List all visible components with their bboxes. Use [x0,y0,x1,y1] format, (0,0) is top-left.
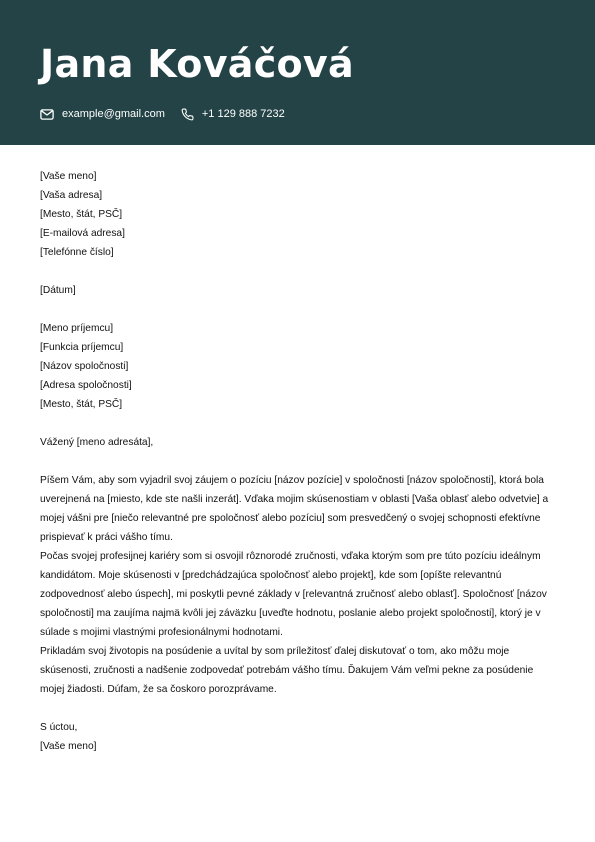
recipient-name: [Meno príjemcu] [40,323,114,334]
spacer [40,699,556,718]
sender-address: [Vaša adresa] [40,190,103,201]
spacer [40,262,556,281]
recipient-company: [Názov spoločnosti] [40,361,129,372]
email-contact [40,108,165,120]
sender-name: [Vaše meno] [40,171,97,182]
letter-body [40,167,556,756]
applicant-name: Jana Kováčová [40,42,354,86]
sender-block [40,167,556,262]
body-paragraph-2: Počas svojej profesijnej kariéry som si osvojil rôznorodé zručnosti, vďaka ktorým som pre túto pozíciu ideálnym kandidátom. Moje skúsenosti v [predchádzajúca spoločnosť alebo projekt], kde som [opíšte relevantnú zodpovednosť alebo úspech], mi poskytli pevné základy v [relevantná zručnosť alebo oblasť]. Spoločnosť [názov spoločnosti] ma zaujíma najmä kvôli jej záväzku [uveďte hodnotu, poslanie alebo projekt spoločnosti], ktorý je v súlade s mojimi vlastnými profesionálnymi hodnotami. [40,551,547,638]
email-text[interactable]: example@gmail.com [62,108,165,120]
phone-text[interactable]: +1 129 888 7232 [201,108,285,120]
signature: [Vaše meno] [40,741,97,752]
contact-info [40,104,285,124]
envelope-icon [40,109,54,120]
closing: S úctou, [40,722,78,733]
spacer [40,300,556,319]
sender-phone: [Telefónne číslo] [40,247,114,258]
sender-city: [Mesto, štát, PSČ] [40,209,123,220]
body-paragraph-3: Prikladám svoj životopis na posúdenie a uvítal by som príležitosť ďalej diskutovať o tom, ako môžu moje skúsenosti, zručnosti a nadšenie zodpovedať potrebám vášho tímu. Ďakujem Vám veľmi pekne za posúdenie mojej žiadosti. Dúfam, že sa čoskoro porozprávame. [40,646,534,695]
recipient-city: [Mesto, štát, PSČ] [40,399,123,410]
letter-paragraphs [40,471,556,699]
recipient-block [40,319,556,414]
sender-email: [E-mailová adresa] [40,228,125,239]
letter-date: [Dátum] [40,285,76,296]
spacer [40,414,556,433]
salutation: Vážený [meno adresáta], [40,437,154,448]
recipient-company-address: [Adresa spoločnosti] [40,380,132,391]
spacer [40,452,556,471]
phone-contact [181,108,285,121]
header-banner [0,0,595,145]
recipient-position: [Funkcia príjemcu] [40,342,124,353]
phone-icon [181,108,194,121]
body-paragraph-1: Píšem Vám, aby som vyjadril svoj záujem o pozíciu [názov pozície] v spoločnosti [názov spoločnosti], ktorá bola uverejnená na [miesto, kde ste našli inzerát]. Vďaka mojim skúsenostiam v oblasti [Vaša oblasť alebo odvetvie] a mojej vášni pre [niečo relevantné pre spoločnosť alebo pozíciu] som presvedčený o svojej schopnosti efektívne prispievať k práci vášho tímu. [40,475,549,543]
